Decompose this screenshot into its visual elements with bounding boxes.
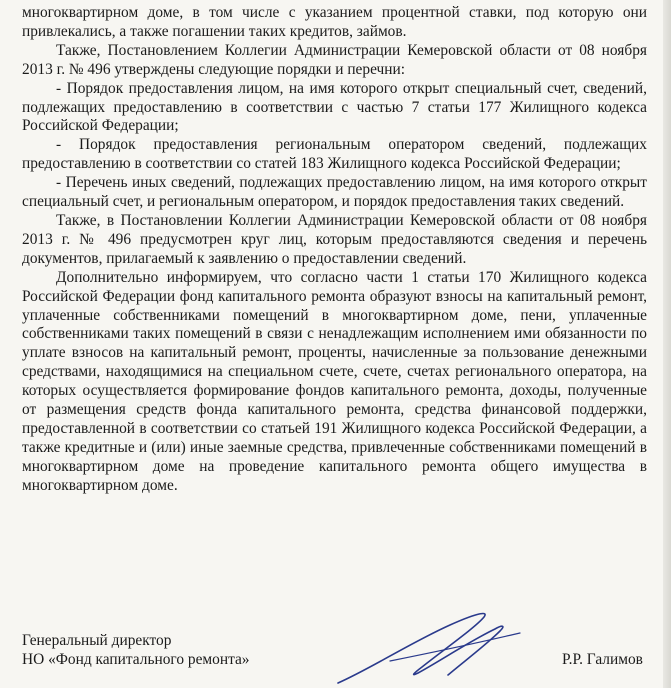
list-item-other-information-list: - Перечень иных сведений, подлежащих предоставлению лицом, на имя которого открыт специальный счет, и региональным оператором, и порядок предоставления таких сведений. [22, 174, 647, 211]
list-item-special-account-procedure: - Порядок предоставления лицом, на имя которого открыт специальный счет, сведений, подлежащих предоставлению в соответствии с частью 7 статьи 177 Жилищного кодекса Российской Федерации; [22, 79, 647, 135]
paragraph-continuation: многоквартирном доме, в том числе с указанием процентной ставки, под которую они привлекались, а также погашении таких кредитов, займов. [22, 4, 647, 40]
handwritten-signature [330, 603, 530, 688]
signature-block-left [22, 632, 250, 670]
list-item-regional-operator-procedure: - Порядок предоставления региональным оператором сведений, подлежащих предоставлению в соответствии со статей 183 Жилищного кодекса Российской Федерации; [22, 136, 647, 173]
signatory-name: Р.Р. Галимов [562, 651, 643, 668]
paragraph-resolution-intro: Также, Постановлением Коллегии Администрации Кемеровской области от 08 ноября 2013 г. № 496 утверждены следующие порядки и перечни: [22, 41, 647, 78]
position-title: Генеральный директор [22, 632, 172, 649]
scan-edge [663, 0, 671, 688]
letter-body [22, 4, 647, 496]
organization-name: НО «Фонд капитального ремонта» [22, 650, 250, 668]
paragraph-recipients-circle: Также, в Постановлении Коллегии Администрации Кемеровской области от 08 ноября 2013 г. № 496 предусмотрен круг лиц, которым предоставляются сведения и перечень документов, прилагаемый к заявлению о предоставлении сведений. [22, 211, 647, 267]
paragraph-capital-repair-fund: Дополнительно информируем, что согласно части 1 статьи 170 Жилищного кодекса Российской Федерации фонд капитального ремонта образуют взносы на капитальный ремонт, уплаченные собственниками помещений в многоквартирном доме, пени, уплаченные собственниками таких помещений в связи с ненадлежащим исполнением ими обязанности по уплате взносов на капитальный ремонт, проценты, начисленные за пользование денежными средствами, находящимися на специальном счете, счете, счетах регионального оператора, на которых осуществляется формирование фондов капитального ремонта, доходы, полученные от размещения средств фонда капитального ремонта, средства финансовой поддержки, предоставленной в соответствии со статьей 191 Жилищного кодекса Российской Федерации, а также кредитные и (или) иные заемные средства, привлеченные собственниками помещений в многоквартирном доме на проведение капитального ремонта общего имущества в многоквартирном доме. [22, 268, 647, 494]
